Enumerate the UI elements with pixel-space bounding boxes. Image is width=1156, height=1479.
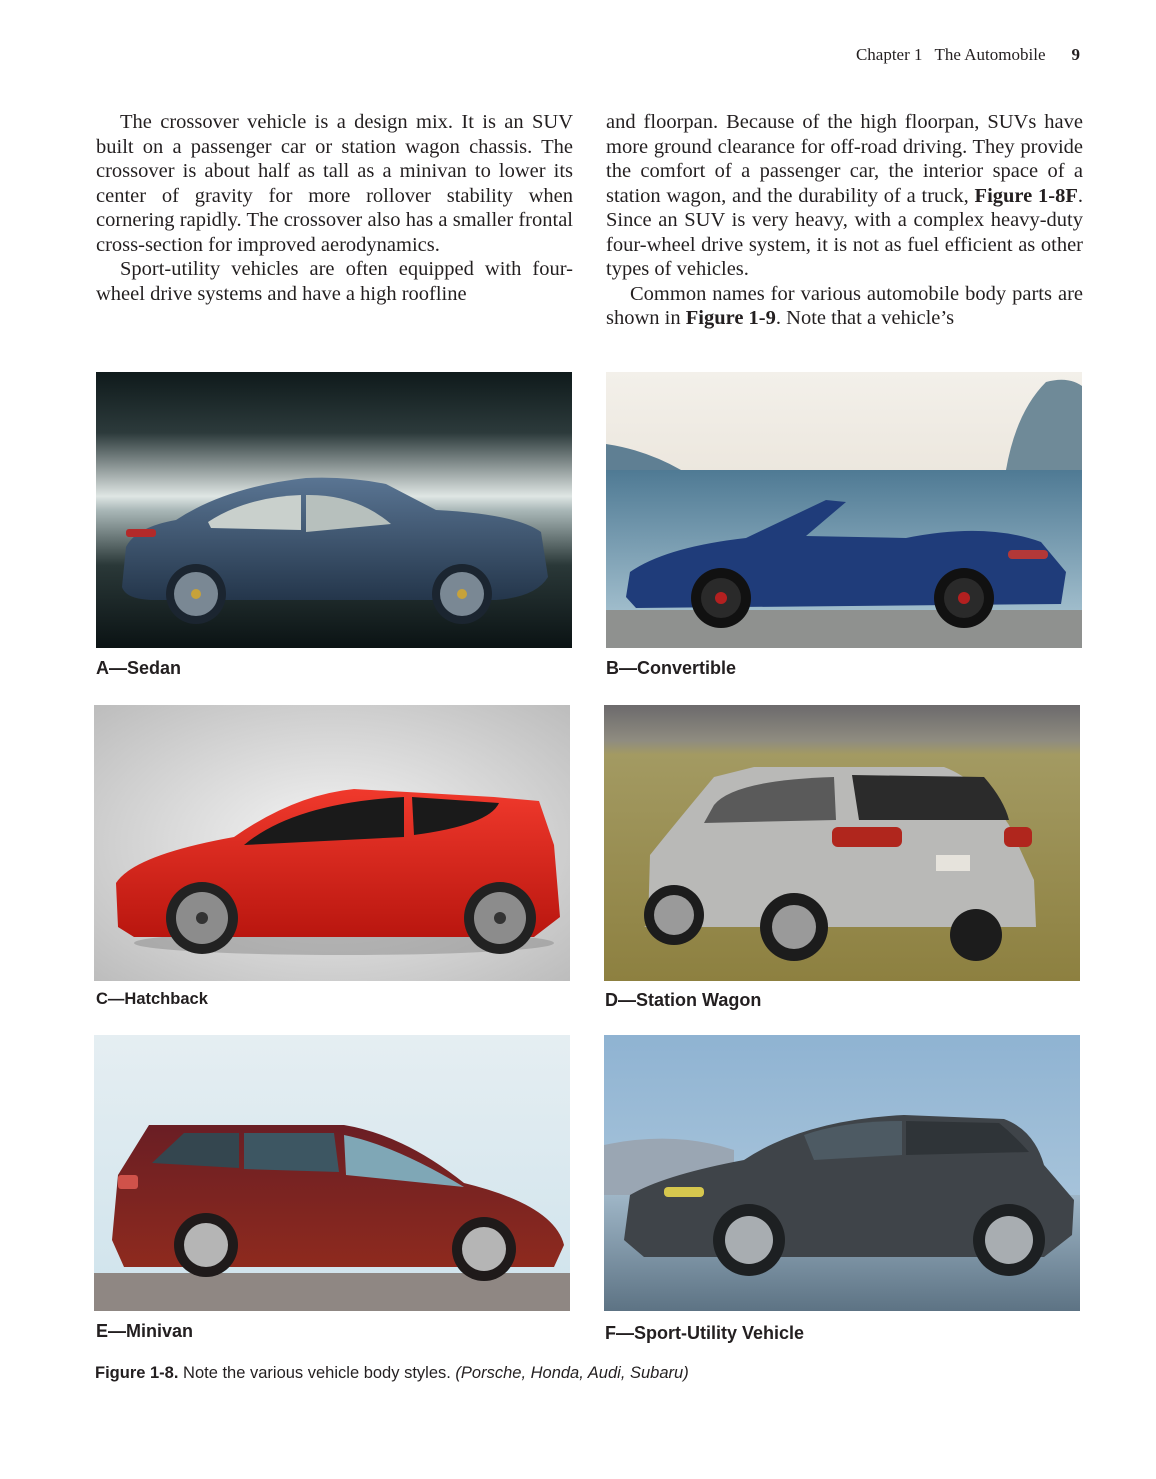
figure-reference-1-9: Figure 1-9 [685, 307, 776, 329]
figure-credit: (Porsche, Honda, Audi, Subaru) [455, 1364, 689, 1382]
paragraph-suv-start: Sport-utility vehicles are often equipped with four-wheel drive systems and have a high roofline [96, 258, 573, 305]
caption-convertible: B—Convertible [606, 658, 737, 678]
caption-minivan: E—Minivan [96, 1321, 194, 1341]
figure-reference-1-8f: Figure 1-8F [974, 184, 1078, 207]
chapter-title: The Automobile [934, 45, 1046, 64]
figure-number: Figure 1-8. [95, 1364, 179, 1382]
paragraph-crossover: The crossover vehicle is a design mix. It is an SUV built on a passenger car or station wagon chassis. The crossover is about half as tall as a minivan to lower its center of gravity for more rollover stability when cornering rapidly. The crossover also has a smaller frontal cross-section for improved aerodynamics. [96, 111, 573, 256]
figure-caption-text: Note the various vehicle body styles. [178, 1364, 456, 1382]
left-text-column [96, 110, 573, 306]
photo-station-wagon [604, 705, 1080, 981]
photo-convertible [606, 372, 1082, 648]
photo-minivan [94, 1035, 570, 1311]
page-number: 9 [1071, 45, 1080, 64]
chapter-label: Chapter 1 [855, 45, 923, 64]
caption-sport-utility-vehicle: F—Sport-Utility Vehicle [605, 1323, 805, 1343]
photo-sedan [96, 372, 572, 648]
photo-hatchback [94, 705, 570, 981]
paragraph-suv-continued: and floorpan. Because of the high floorpan, SUVs have more ground clearance for off-road driving. They provide the comfort of a passenger car, the interior space of a station wagon, and the durability of a truck, Figure 1-8F. Since an SUV is very heavy, with a complex heavy-duty four-wheel drive system, it is not as fuel efficient as other types of vehicles. [606, 111, 1084, 280]
paragraph-body-parts: Common names for various automobile body parts are shown in Figure 1-9. Note that a vehicle’s [606, 282, 1083, 329]
caption-hatchback: C—Hatchback [96, 990, 208, 1008]
running-head [856, 45, 1080, 65]
photo-sport-utility-vehicle [604, 1035, 1080, 1311]
right-text-column [606, 110, 1083, 331]
figure-caption [95, 1364, 689, 1383]
caption-sedan: A—Sedan [96, 658, 182, 678]
caption-station-wagon: D—Station Wagon [605, 990, 762, 1010]
